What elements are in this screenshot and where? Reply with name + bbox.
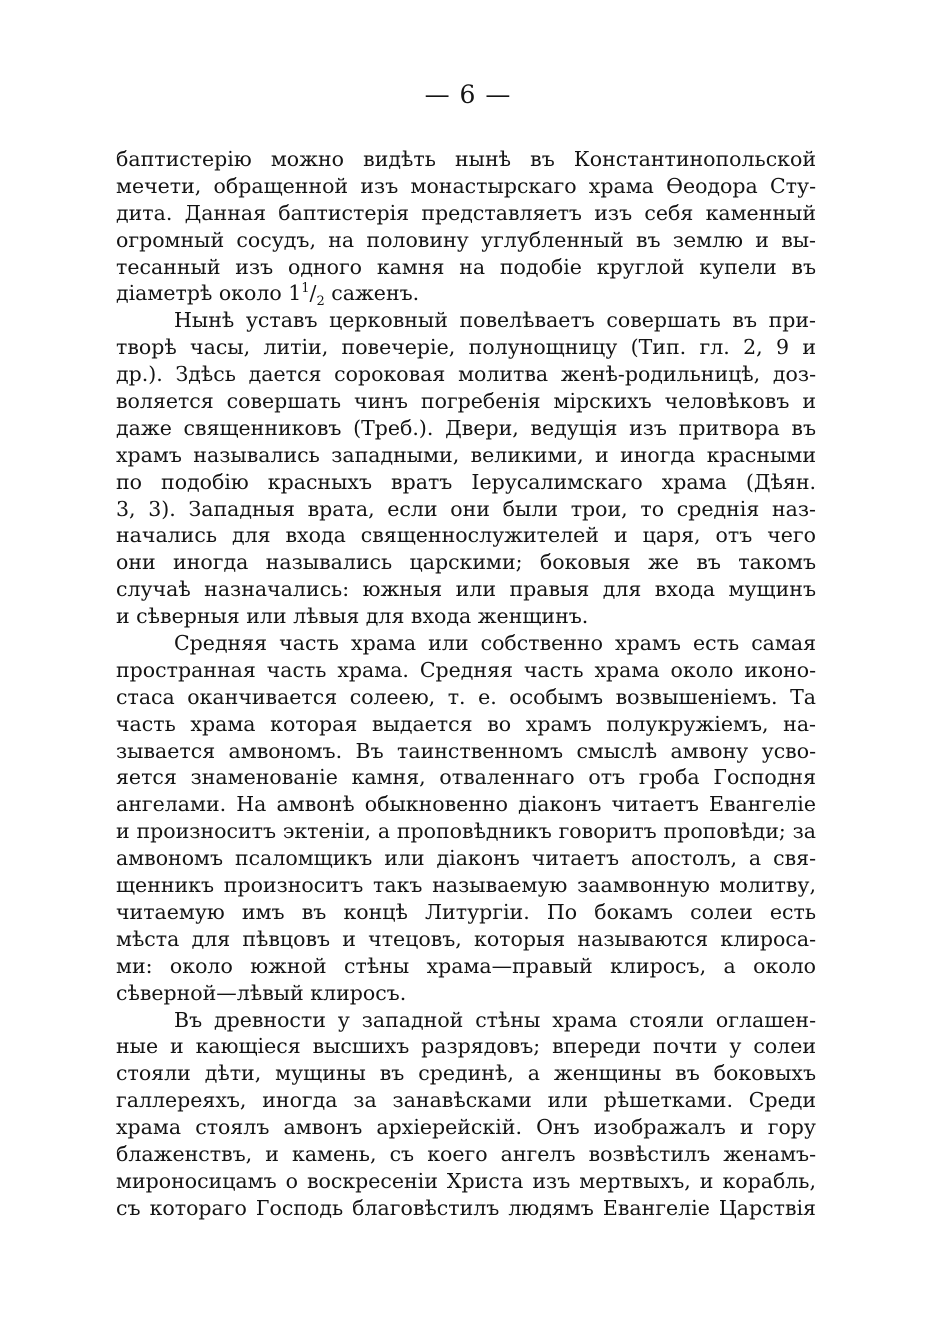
text-line: яется знаменованіе камня, отваленнаго отъ гроба Господня [116,765,816,790]
text-line: мироносицамъ о воскресеніи Христа изъ мертвыхъ, и корабль, [116,1168,816,1193]
text-line: Средняя часть храма или собственно храмъ есть самая [174,631,816,656]
text-line: блаженствъ, и камень, съ коего ангелъ возвѣстилъ женамъ- [116,1141,816,1166]
text-line: даже священниковъ (Треб.). Двери, ведущія изъ притвора въ [116,415,816,440]
text-line: творѣ часы, литіи, повечеріе, полунощницу (Тип. гл. 2, 9 и [116,335,816,360]
text-line: Въ древности у западной стѣны храма стояли оглашен- [174,1007,816,1032]
fraction-denominator: 2 [316,294,325,308]
text-line: храмъ назывались западными, великими, и иногда красными [116,442,816,467]
text-line: случаѣ назначались: южныя или правыя для входа мущинъ [116,577,816,602]
text-line: щенникъ произноситъ такъ называемую заамвонную молитву, [116,873,816,898]
line-text: діаметрѣ около 1 [116,281,302,306]
text-line: ми: около южной стѣны храма—правый клиросъ, а около [116,953,816,978]
text-line: храма стоялъ амвонъ архіерейскій. Онъ изображалъ и гору [116,1115,816,1140]
text-line-with-fraction [116,280,816,307]
paragraph [116,146,816,307]
text-line: дита. Данная баптистерія представляетъ изъ себя каменный [116,200,816,225]
text-line: галлереяхъ, иногда за занавѣсками или рѣшетками. Среди [116,1088,816,1113]
text-line: ные и кающіеся высшихъ разрядовъ; впереди почти у солеи [116,1034,816,1059]
text-line: 3, 3). Западныя врата, если они были трои, то среднія наз- [116,496,816,521]
fraction-slash: / [309,281,317,306]
text-line: и сѣверныя или лѣвыя для входа женщинъ. [116,604,589,629]
text-line: др.). Здѣсь дается сороковая молитва женѣ-родильницѣ, доз- [116,362,816,387]
text-line: огромный сосудъ, на половину углубленный въ землю и вы- [116,227,816,252]
body-text [116,146,816,1222]
text-line: Нынѣ уставъ церковный повелѣваетъ совершать въ при- [174,308,816,333]
text-line: амвономъ псаломщикъ или діаконъ читаетъ апостолъ, а свя- [116,846,816,871]
text-line: мѣста для пѣвцовъ и чтецовъ, которыя называются клироса- [116,926,816,951]
fraction-numerator: 1 [301,281,310,297]
line-text: саженъ. [324,281,420,306]
text-line: тесанный изъ одного камня на подобіе круглой купели въ [116,254,816,279]
text-line: они иногда назывались царскими; боковыя же въ такомъ [116,550,816,575]
text-line: баптистерію можно видѣть нынѣ въ Константинопольской [116,147,816,171]
text-line: ангелами. На амвонѣ обыкновенно діаконъ читаетъ Евангеліе [116,792,816,817]
text-line: по подобію красныхъ вратъ Іерусалимскаго храма (Дѣян. [116,469,816,494]
text-line: стояли дѣти, мущины въ срединѣ, а женщины въ боковыхъ [116,1061,816,1086]
text-line: сѣверной—лѣвый клиросъ. [116,980,407,1005]
paragraph [116,630,816,1006]
text-line: воляется совершать чинъ погребенія мірскихъ человѣковъ и [116,389,816,414]
page-number: — 6 — [424,80,512,109]
text-line: часть храма которая выдается во храмъ полукружіемъ, на- [116,711,816,736]
text-line: читаемую имъ въ концѣ Литургіи. По бокамъ солеи есть [116,899,816,924]
text-line: стаса оканчивается солеею, т. е. особымъ возвышеніемъ. Та [116,684,816,709]
text-line: съ котораго Господь благовѣстилъ людямъ Евангеліе Царствія [116,1195,816,1220]
paragraph [116,1007,816,1222]
text-line: зывается амвономъ. Въ таинственномъ смыслѣ амвону усво- [116,738,816,763]
text-line: пространная часть храма. Средняя часть храма около иконо- [116,657,816,682]
paragraph [116,307,816,630]
text-line: начались для входа священнослужителей и царя, отъ чего [116,523,816,548]
text-line: мечети, обращенной изъ монастырскаго храма Ѳеодора Сту- [116,173,816,198]
text-line: и произноситъ эктеніи, а проповѣдникъ говоритъ проповѣди; за [116,819,816,844]
